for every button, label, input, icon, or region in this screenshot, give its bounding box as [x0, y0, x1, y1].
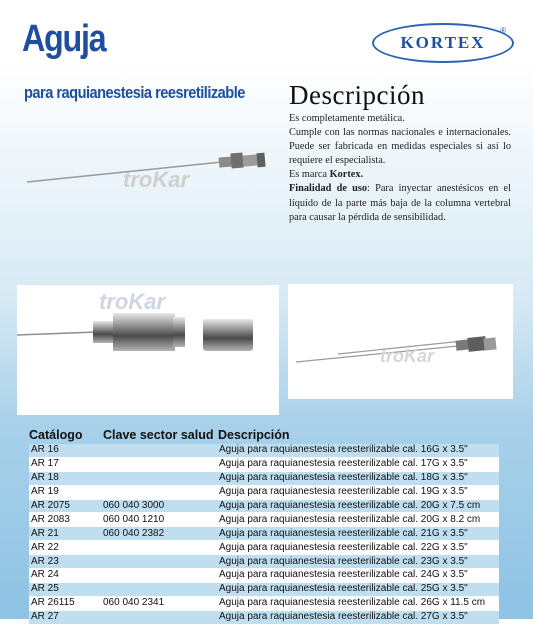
- cell-catalogo: AR 27: [29, 610, 103, 624]
- description-body: [289, 112, 511, 225]
- purpose-label: Finalidad de uso: [289, 183, 368, 195]
- description-line-2: Cumple con las normas nacionales e internacionales. Puede ser fabricada en medidas especiales si así lo requiere el especialista.: [289, 127, 511, 167]
- brand-prefix: Es marca: [289, 169, 330, 181]
- table-row: [29, 444, 499, 457]
- cell-clave: [103, 457, 218, 471]
- table-row: [29, 527, 499, 541]
- cell-clave: [103, 610, 218, 624]
- cell-clave: 060 040 2341: [103, 596, 218, 610]
- table-row: [29, 555, 499, 569]
- purpose-text: : Para inyectar anestésicos en el líquido de la parte más baja de la columna vertebral para causar la pérdida de sensibilidad.: [289, 183, 511, 223]
- brand-name: Kortex.: [329, 169, 364, 181]
- cell-catalogo: AR 16: [29, 444, 103, 457]
- cell-descripcion: Aguja para raquianestesia reesterilizable cal. 21G x 3.5": [218, 527, 499, 541]
- cell-catalogo: AR 2075: [29, 499, 103, 513]
- description-purpose: [289, 182, 511, 224]
- cell-clave: 060 040 2382: [103, 527, 218, 541]
- watermark-text-1: troKar: [123, 167, 190, 192]
- needle-illustration-detail: [17, 285, 279, 415]
- table-row: [29, 457, 499, 471]
- table-row: [29, 499, 499, 513]
- cell-catalogo: AR 17: [29, 457, 103, 471]
- cell-catalogo: AR 22: [29, 541, 103, 555]
- cell-clave: [103, 471, 218, 485]
- cell-catalogo: AR 23: [29, 555, 103, 569]
- table-row: [29, 471, 499, 485]
- page-subtitle: para raquianestesia reesretilizable: [24, 83, 245, 102]
- cell-descripcion: Aguja para raquianestesia reesterilizable cal. 20G x 7.5 cm: [218, 499, 499, 513]
- cell-clave: [103, 555, 218, 569]
- table-header-row: [29, 428, 499, 444]
- cell-descripcion: Aguja para raquianestesia reesterilizable cal. 24G x 3.5": [218, 569, 499, 583]
- page-title: Aguja: [22, 18, 106, 60]
- cell-catalogo: AR 26115: [29, 596, 103, 610]
- cell-clave: 060 040 1210: [103, 513, 218, 527]
- needle-illustration-pair: [288, 284, 513, 399]
- table-row: [29, 582, 499, 596]
- kortex-logo: [372, 23, 514, 63]
- header-catalogo: Catálogo: [29, 428, 83, 442]
- table-row: [29, 610, 499, 624]
- cell-descripcion: Aguja para raquianestesia reesterilizable cal. 27G x 3.5": [218, 610, 499, 624]
- cell-descripcion: Aguja para raquianestesia reesterilizable cal. 26G x 11.5 cm: [218, 596, 499, 610]
- needle-photo-top: [17, 130, 282, 215]
- cell-catalogo: AR 2083: [29, 513, 103, 527]
- needle-photo-detail: [17, 285, 279, 415]
- watermark-text-3: troKar: [380, 346, 435, 366]
- cell-clave: 060 040 3000: [103, 499, 218, 513]
- cell-descripcion: Aguja para raquianestesia reesterilizable cal. 25G x 3.5": [218, 582, 499, 596]
- description-brand: [289, 168, 511, 182]
- table-row: [29, 485, 499, 499]
- logo-text: KORTEX: [400, 33, 486, 52]
- table-row: [29, 541, 499, 555]
- cell-descripcion: Aguja para raquianestesia reesterilizable cal. 19G x 3.5": [218, 485, 499, 499]
- cell-clave: [103, 541, 218, 555]
- cell-catalogo: AR 25: [29, 582, 103, 596]
- registered-mark: ®: [500, 26, 506, 35]
- cell-descripcion: Aguja para raquianestesia reesterilizable cal. 18G x 3.5": [218, 471, 499, 485]
- cell-clave: [103, 485, 218, 499]
- header-clave: Clave sector salud: [103, 428, 214, 442]
- table-row: [29, 513, 499, 527]
- cell-descripcion: Aguja para raquianestesia reesterilizable cal. 23G x 3.5": [218, 555, 499, 569]
- cell-catalogo: AR 19: [29, 485, 103, 499]
- cell-descripcion: Aguja para raquianestesia reesterilizable cal. 16G x 3.5": [218, 444, 499, 457]
- cell-catalogo: AR 21: [29, 527, 103, 541]
- cell-clave: [103, 444, 218, 457]
- cell-catalogo: AR 18: [29, 471, 103, 485]
- watermark-text-2: troKar: [99, 289, 166, 314]
- cell-catalogo: AR 24: [29, 569, 103, 583]
- table-row: [29, 596, 499, 610]
- cell-descripcion: Aguja para raquianestesia reesterilizable cal. 17G x 3.5": [218, 457, 499, 471]
- catalog-table: [29, 428, 499, 625]
- needle-photo-pair: [288, 284, 513, 399]
- needle-illustration-top: [17, 130, 282, 215]
- cell-descripcion: Aguja para raquianestesia reesterilizable cal. 20G x 8.2 cm: [218, 513, 499, 527]
- cell-clave: [103, 569, 218, 583]
- cell-descripcion: Aguja para raquianestesia reesterilizable cal. 22G x 3.5": [218, 541, 499, 555]
- header-descripcion: Descripción: [218, 428, 290, 442]
- cell-clave: [103, 582, 218, 596]
- description-line-1: Es completamente metálica.: [289, 113, 405, 124]
- description-heading: Descripción: [289, 80, 425, 110]
- table-row: [29, 569, 499, 583]
